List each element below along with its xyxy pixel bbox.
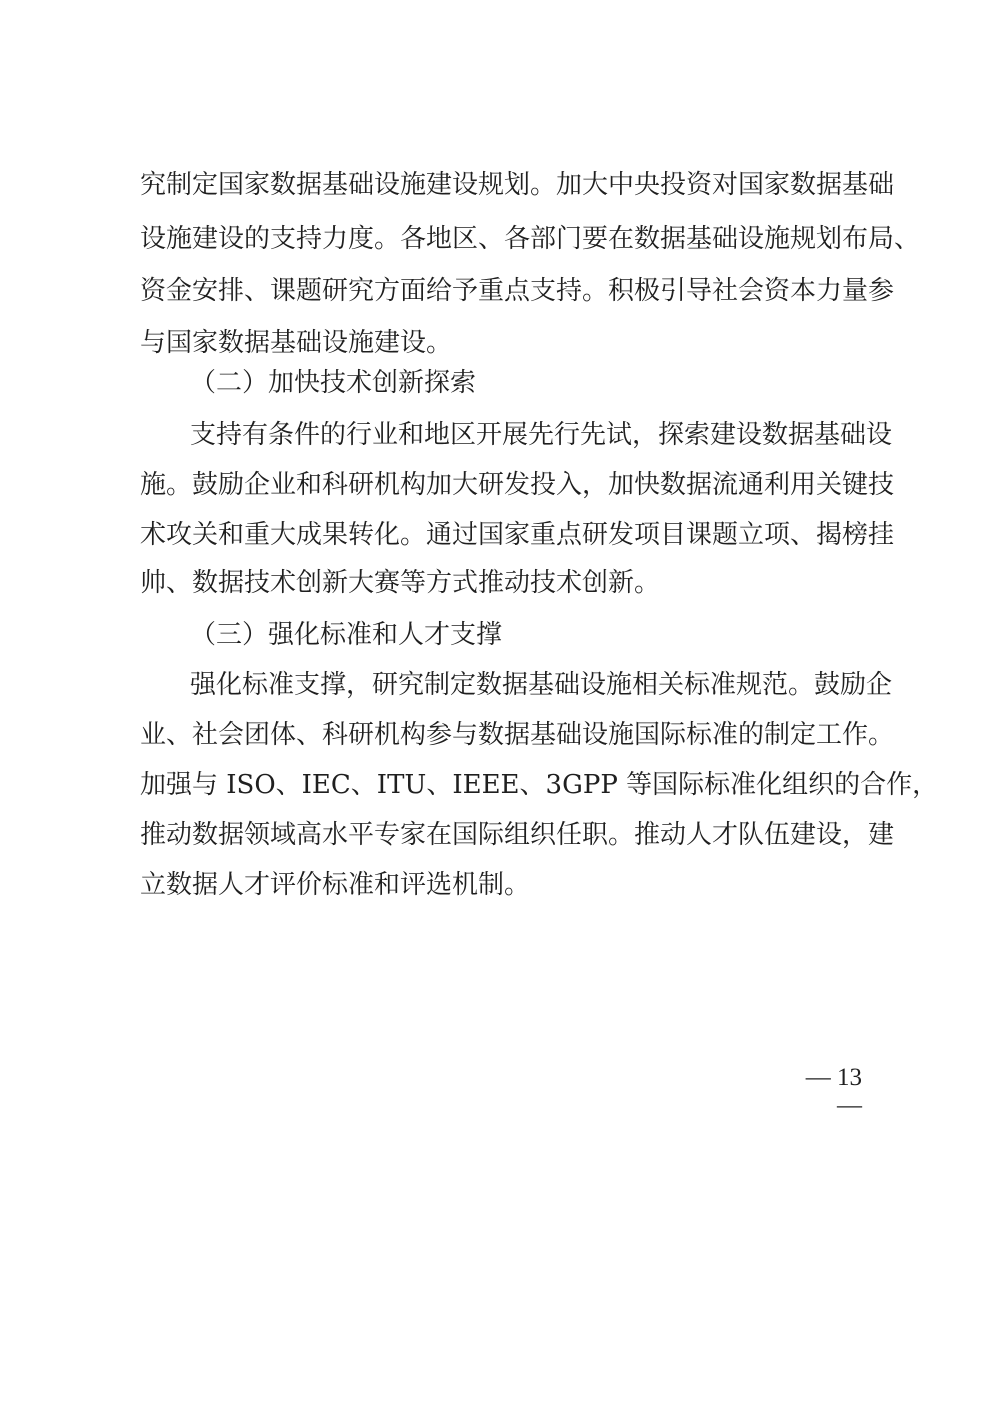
paragraph-3-line-2: 业、社会团体、科研机构参与数据基础设施国际标准的制定工作。 [140,720,895,750]
paragraph-2-line-4: 帅、数据技术创新大赛等方式推动技术创新。 [140,568,661,598]
paragraph-3-line-1: 强化标准支撑，研究制定数据基础设施相关标准规范。鼓励企 [190,670,893,700]
paragraph-1-line-2: 设施建设的支持力度。各地区、各部门要在数据基础设施规划布局、 [140,224,921,254]
paragraph-3-line-3: 加强与 ISO、IEC、ITU、IEEE、3GPP 等国际标准化组织的合作， [140,770,939,800]
paragraph-1-line-3: 资金安排、课题研究方面给予重点支持。积极引导社会资本力量参 [140,276,895,306]
page-number: — 13 — [805,1064,862,1119]
paragraph-2-line-2: 施。鼓励企业和科研机构加大研发投入，加快数据流通利用关键技 [140,470,895,500]
section-heading-3: （三）强化标准和人才支撑 [190,620,503,650]
paragraph-2-line-3: 术攻关和重大成果转化。通过国家重点研发项目课题立项、揭榜挂 [140,520,895,550]
paragraph-1-line-4: 与国家数据基础设施建设。 [140,328,453,358]
paragraph-3-line-5: 立数据人才评价标准和评选机制。 [140,870,531,900]
paragraph-2-line-1: 支持有条件的行业和地区开展先行先试，探索建设数据基础设 [190,420,893,450]
section-heading-2: （二）加快技术创新探索 [190,368,477,398]
paragraph-1-line-1: 究制定国家数据基础设施建设规划。加大中央投资对国家数据基础 [140,170,895,200]
paragraph-3-line-4: 推动数据领域高水平专家在国际组织任职。推动人才队伍建设，建 [140,820,895,850]
